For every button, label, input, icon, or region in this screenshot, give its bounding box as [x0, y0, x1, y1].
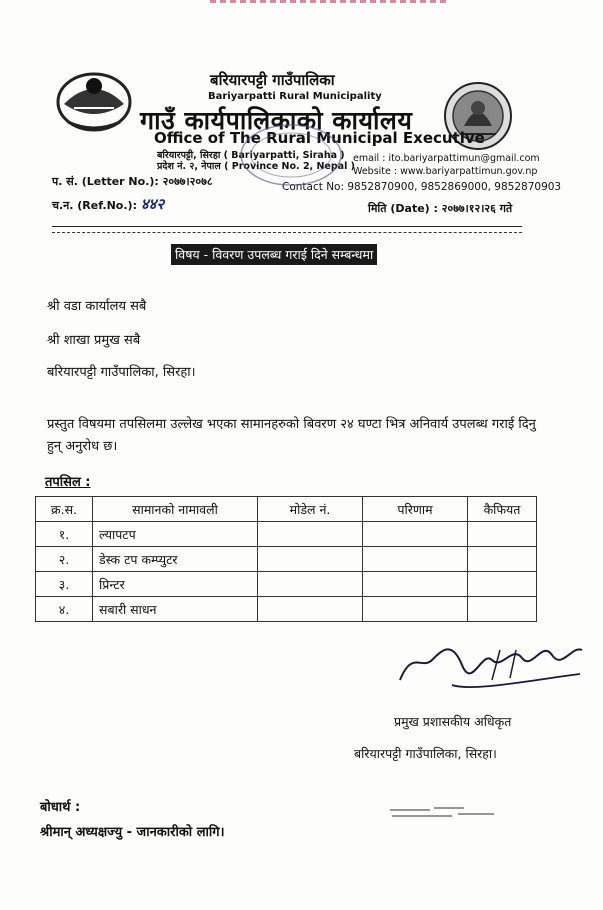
row-item: सबारी साधन: [93, 597, 258, 622]
table-row: [36, 597, 537, 622]
row-item: ल्यापटप: [93, 522, 258, 547]
divider-dashed: [52, 232, 522, 233]
subject-line: विषय - विवरण उपलब्ध गराई दिने सम्बन्धमा: [171, 244, 377, 265]
contact-numbers: Contact No: 9852870900, 9852869000, 9852870903: [282, 181, 562, 193]
divider-solid: [52, 226, 522, 227]
copy-recipient: श्रीमान् अध्यक्षज्यु - जानकारीको लागि।: [40, 825, 225, 840]
row-serial: १.: [36, 522, 93, 547]
municipality-name-en: Bariyarpatti Rural Municipality: [208, 91, 382, 102]
recipient-1: श्री वडा कार्यालय सबै: [47, 299, 147, 314]
table-row: [36, 572, 537, 597]
recipient-3: बरियारपट्टी गाउँपालिका, सिरहा।: [47, 365, 196, 380]
table-row: [36, 522, 537, 547]
col-item: सामानको नामावली: [93, 497, 258, 522]
ref-label: च.न. (Ref.No.):: [52, 199, 137, 212]
ref-value: ४४२: [140, 195, 165, 213]
table-row: [36, 547, 537, 572]
registration-stamp-icon: [236, 120, 346, 190]
website: Website : www.bariyarpattimun.gov.np: [353, 166, 538, 177]
reference-number: [52, 194, 164, 214]
row-item: प्रिन्टर: [93, 572, 258, 597]
top-edge-mark: [210, 0, 450, 3]
col-remarks: कैफियत: [468, 497, 537, 522]
col-serial: क्र.स.: [36, 497, 93, 522]
address-line-1: बरियारपट्टी, सिरहा ( Bariyarpatti, Siraha ): [157, 150, 345, 161]
row-serial: २.: [36, 547, 93, 572]
signatory-office: बरियारपट्टी गाउँपालिका, सिरहा।: [354, 746, 497, 761]
letter-number: प. सं. (Letter No.): २०७७।२०७८: [52, 175, 213, 188]
email: email : ito.bariyarpattimun@gmail.com: [353, 153, 540, 164]
items-table: [35, 496, 537, 622]
office-name-np: गाउँ कार्यपालिकाको कार्यालय: [140, 106, 413, 135]
col-model: मोडेल नं.: [258, 497, 363, 522]
address-line-2: प्रदेश नं. २, नेपाल ( Province No. 2, Nepal ): [157, 161, 355, 172]
tapsil-label: तपसिल :: [45, 475, 91, 490]
signatory-designation: प्रमुख प्रशासकीय अधिकृत: [394, 714, 512, 729]
office-name-en: Office of The Rural Municipal Executive: [154, 129, 485, 147]
bodharth-label: बोधार्थ :: [40, 800, 81, 815]
row-item: डेस्क टप कम्प्युटर: [93, 547, 258, 572]
municipality-name-np: बरियारपट्टी गाउँपालिका: [210, 71, 335, 89]
col-quantity: परिणाम: [363, 497, 468, 522]
nepal-emblem-icon: [54, 64, 134, 134]
row-serial: ३.: [36, 572, 93, 597]
signature-icon: [392, 630, 587, 700]
stamp-fragment-icon: [388, 802, 498, 824]
table-header-row: [36, 497, 537, 522]
date: मिति (Date) : २०७७।१२।२६ गते: [368, 202, 513, 215]
recipient-2: श्री शाखा प्रमुख सबै: [47, 333, 141, 348]
row-serial: ४.: [36, 597, 93, 622]
body-paragraph: प्रस्तुत विषयमा तपसिलमा उल्लेख भएका सामानहरुको बिवरण २४ घण्टा भित्र अनिवार्य उपलब्ध गराई दिनु हुन् अनुरोध छ।: [47, 417, 536, 454]
